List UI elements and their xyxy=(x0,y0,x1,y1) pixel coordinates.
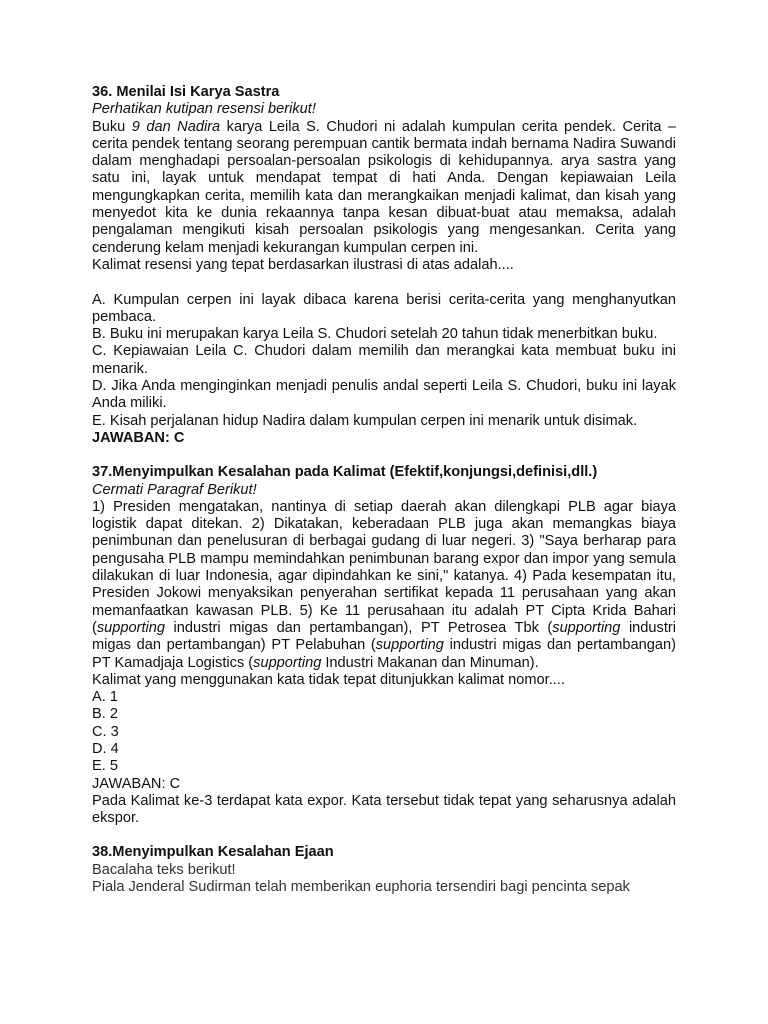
q36-instruction: Perhatikan kutipan resensi berikut! xyxy=(92,101,316,118)
q36-answer: JAWABAN: C xyxy=(92,429,185,446)
q37-option-c: C. 3 xyxy=(92,723,119,740)
q38-passage: Piala Jenderal Sudirman telah memberikan euphoria tersendiri bagi pencinta sepak xyxy=(92,879,630,896)
question-37 xyxy=(92,464,676,827)
q38-instruction: Bacalaha teks berikut! xyxy=(92,861,236,878)
q37-explanation: Pada Kalimat ke-3 terdapat kata expor. Kata tersebut tidak tepat yang seharusnya adalah ekspor. xyxy=(92,792,676,827)
q36-option-a: A. Kumpulan cerpen ini layak dibaca karena berisi cerita-cerita yang menghanyutkan pembaca. xyxy=(92,291,676,325)
q36-heading: 36. Menilai Isi Karya Sastra xyxy=(92,84,280,100)
q37-options xyxy=(92,689,676,775)
q38-heading: 38.Menyimpulkan Kesalahan Ejaan xyxy=(92,844,334,861)
q36-passage-prefix: Buku xyxy=(92,118,132,135)
q36-book-title: 9 dan Nadira xyxy=(131,118,221,135)
q37-instruction: Cermati Paragraf Berikut! xyxy=(92,481,257,498)
q36-passage xyxy=(92,119,676,257)
q36-options xyxy=(92,292,676,430)
q36-passage-rest: karya Leila S. Chudori ni adalah kumpulan cerita pendek. Cerita – cerita pendek tentang seorang perempuan cantik bermata indah bernama Nadira Suwandi dalam menghadapi persoalan-persoalan psikologis di kehidupannya. arya sastra yang satu ini, layak untuk mendapat tempat di hati Anda. Dengan kepiawaian Leila mengungkapkan cerita, memilih kata dan merangkaikan menjadi kalimat, dan kisah yang menyedot kita ke dunia rekaannya tanpa kesan dibuat-buat atau memaksa, adalah pengalaman mengikuti kisah persoalan psikologis yang mengesankan. Cerita yang cenderung kelam menjadi kekurangan kumpulan cerpen ini. xyxy=(92,118,676,256)
q36-option-e: E. Kisah perjalanan hidup Nadira dalam kumpulan cerpen ini menarik untuk disimak. xyxy=(92,412,638,429)
q36-option-b: B. Buku ini merupakan karya Leila S. Chudori setelah 20 tahun tidak menerbitkan buku. xyxy=(92,326,658,343)
q37-supporting-3: supporting xyxy=(375,637,444,654)
q37-para-part-4: industri migas dan pertambangan) PT Kamadjaja Logistics ( xyxy=(92,637,676,671)
q37-para-part-1: 1) Presiden mengatakan, nantinya di setiap daerah akan dilengkapi PLB agar biaya logistik dapat ditekan. 2) Dikatakan, keberadaan PLB juga akan memangkas biaya penimbunan dan penelusuran di berbagai gudang di luar negeri. 3) "Saya berharap para pengusaha PLB mampu memindahkan penimbunan barang expor dan impor yang semula dilakukan di luar Indonesia, agar dipindahkan ke sini," katanya. 4) Pada kesempatan itu, Presiden Jokowi menyaksikan penyerahan sertifikat kepada 11 perusahaan yang akan memanfaatkan kawasan PLB. 5) Ke 11 perusahaan itu adalah PT Cipta Krida Bahari ( xyxy=(92,498,676,636)
q37-para-part-2: industri migas dan pertambangan), PT Petrosea Tbk ( xyxy=(165,619,553,636)
q36-option-d: D. Jika Anda menginginkan menjadi penulis andal seperti Leila S. Chudori, buku ini layak Anda miliki. xyxy=(92,378,676,412)
q37-supporting-2: supporting xyxy=(552,619,621,636)
q36-question: Kalimat resensi yang tepat berdasarkan ilustrasi di atas adalah.... xyxy=(92,256,514,273)
q37-supporting-1: supporting xyxy=(96,619,166,636)
question-36 xyxy=(92,84,676,447)
q37-para-part-5: Industri Makanan dan Minuman). xyxy=(321,654,539,671)
q37-option-d: D. 4 xyxy=(92,740,119,757)
q37-supporting-4: supporting xyxy=(253,654,322,671)
q37-option-a: A. 1 xyxy=(92,689,118,706)
q37-heading: 37.Menyimpulkan Kesalahan pada Kalimat (Efektif,konjungsi,definisi,dll.) xyxy=(92,464,598,481)
q37-option-b: B. 2 xyxy=(92,706,118,723)
q37-question: Kalimat yang menggunakan kata tidak tepat ditunjukkan kalimat nomor.... xyxy=(92,671,565,688)
q36-option-c: C. Kepiawaian Leila C. Chudori dalam memilih dan merangkai kata membuat buku ini menarik. xyxy=(92,343,676,377)
document-page xyxy=(92,84,676,896)
q37-paragraph xyxy=(92,499,676,672)
question-38 xyxy=(92,844,676,896)
q37-para-part-3: industri migas dan pertambangan) PT Pelabuhan ( xyxy=(92,619,676,654)
q37-answer: JAWABAN: C xyxy=(92,775,181,792)
q37-option-e: E. 5 xyxy=(92,758,118,775)
